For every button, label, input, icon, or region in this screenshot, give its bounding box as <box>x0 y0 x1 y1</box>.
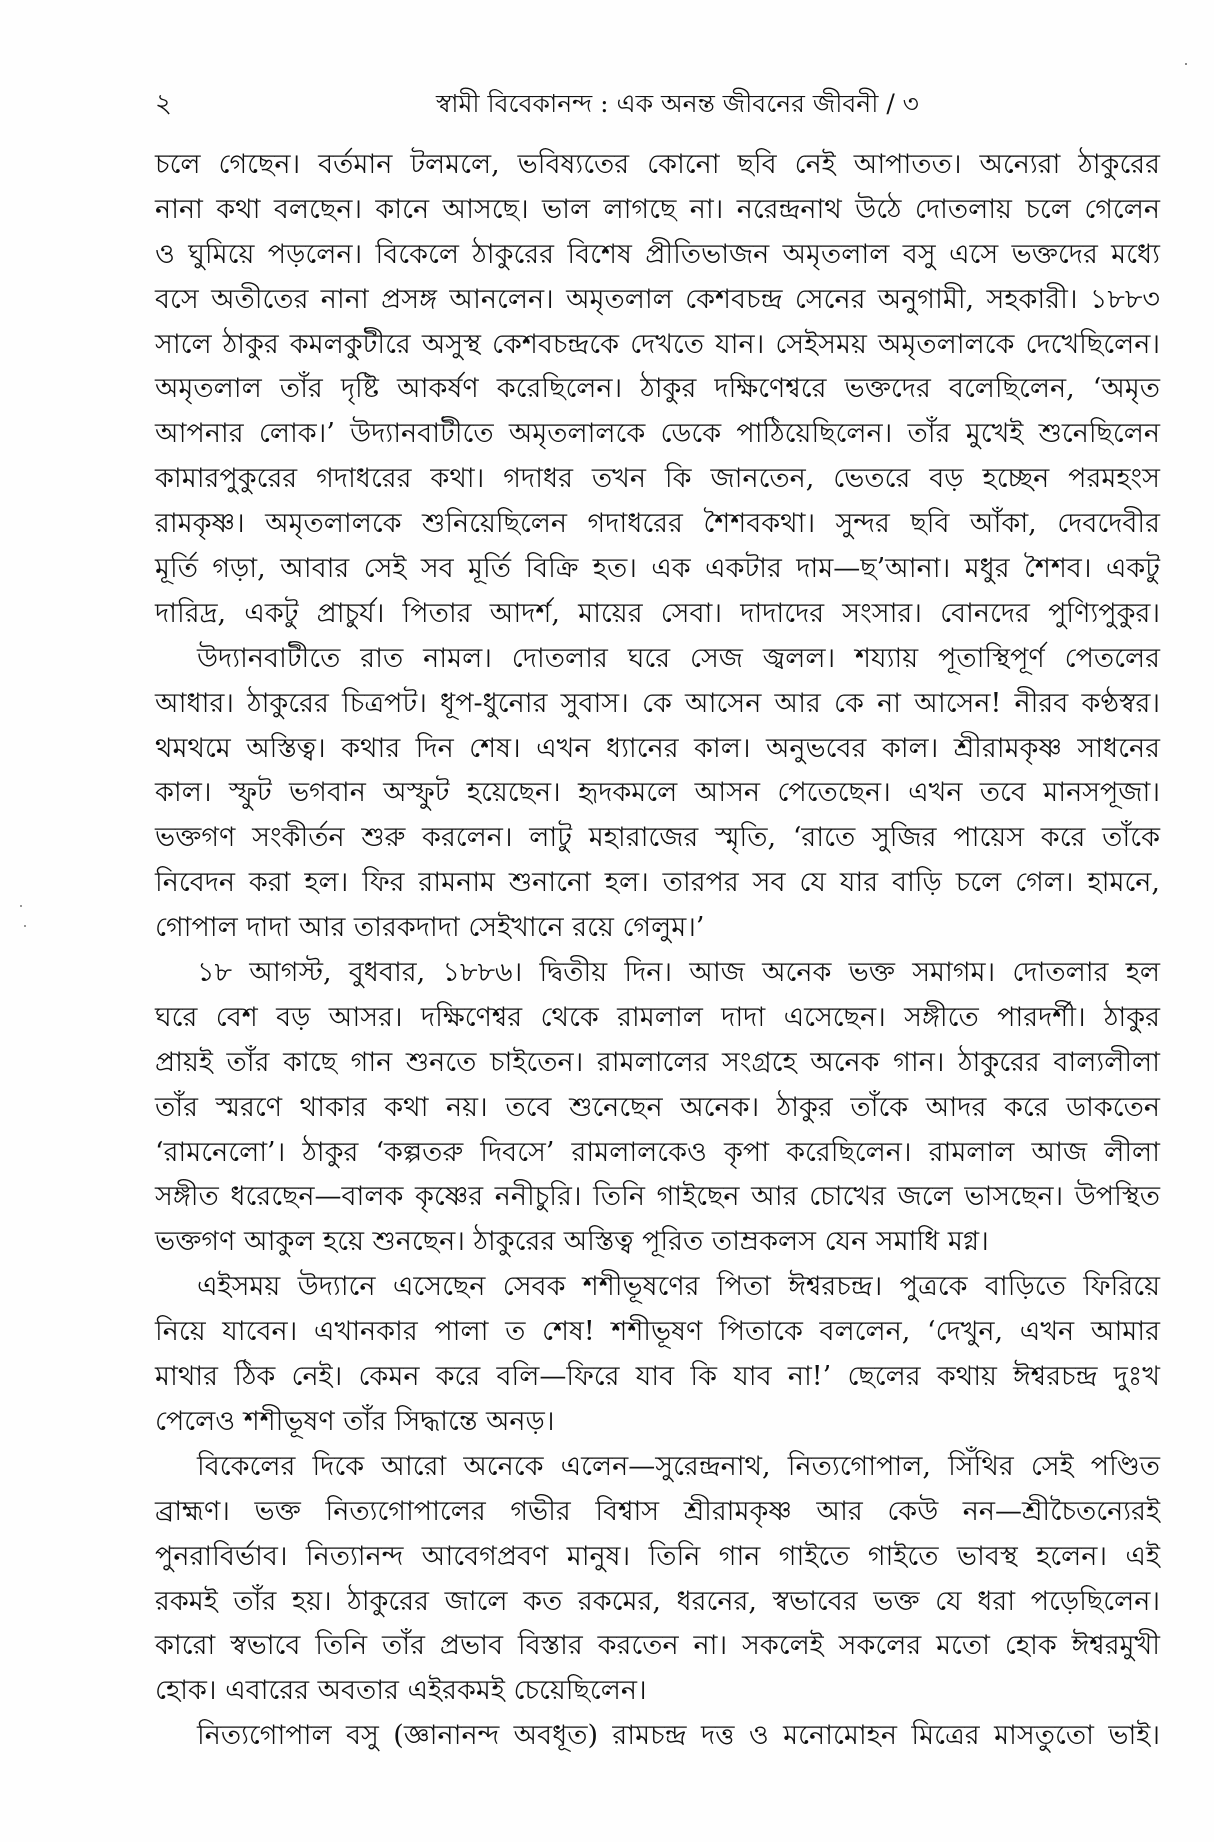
text-line: দারিদ্র, একটু প্রাচুর্য। পিতার আদর্শ, মায়ের সেবা। দাদাদের সংসার। বোনদের পুণ্যিপুকুর। <box>155 597 1160 629</box>
text-line: পেলেও শশীভূষণ তাঁর সিদ্ধান্তে অনড়। <box>155 1405 555 1437</box>
text-line: সঙ্গীত ধরেছেন—বালক কৃষ্ণের ননীচুরি। তিনি গাইছেন আর চোখের জলে ভাসছেন। উপস্থিত <box>155 1181 1160 1213</box>
text-line: বসে অতীতের নানা প্রসঙ্গ আনলেন। অমৃতলাল কেশবচন্দ্র সেনের অনুগামী, সহকারী। ১৮৮৩ <box>155 283 1160 315</box>
text-line: ভক্তগণ আকুল হয়ে শুনছেন। ঠাকুরের অস্তিত্ব পূরিত তাম্রকলস যেন সমাধি মগ্ন। <box>155 1226 989 1258</box>
paragraph <box>155 637 1160 951</box>
text-line: নিত্যগোপাল বসু (জ্ঞানানন্দ অবধূত) রামচন্দ্র দত্ত ও মনোমোহন মিত্রের মাসতুতো ভাই। <box>197 1720 1160 1752</box>
text-line: প্রায়ই তাঁর কাছে গান শুনতে চাইতেন। রামলালের সংগ্রহে অনেক গান। ঠাকুরের বাল্যলীলা <box>155 1046 1160 1078</box>
paragraph <box>155 1265 1160 1445</box>
body-text <box>155 143 1160 1759</box>
text-line: কাল। স্ফুট ভগবান অস্ফুট হয়েছেন। হৃদকমলে আসন পেতেছেন। এখন তবে মানসপূজা। <box>155 777 1160 809</box>
page-number: ২ <box>155 89 172 119</box>
text-line: ‘রামনেলো’। ঠাকুর ‘কল্পতরু দিবসে’ রামলালকেও কৃপা করেছিলেন। রামলাল আজ লীলা <box>155 1136 1160 1168</box>
text-line: ভক্তগণ সংকীর্তন শুরু করলেন। লাটু মহারাজের স্মৃতি, ‘রাতে সুজির পায়েস করে তাঁকে <box>155 822 1160 854</box>
text-line: মাথার ঠিক নেই। কেমন করে বলি—ফিরে যাব কি যাব না!’ ছেলের কথায় ঈশ্বরচন্দ্র দুঃখ <box>155 1361 1160 1393</box>
text-line: ঘরে বেশ বড় আসর। দক্ষিণেশ্বর থেকে রামলাল দাদা এসেছেন। সঙ্গীতে পারদর্শী। ঠাকুর <box>155 1001 1160 1033</box>
text-line: সালে ঠাকুর কমলকুটীরে অসুস্থ কেশবচন্দ্রকে দেখতে যান। সেইসময় অমৃতলালকে দেখেছিলেন। <box>155 328 1160 360</box>
text-line: নিবেদন করা হল। ফির রামনাম শুনানো হল। তারপর সব যে যার বাড়ি চলে গেল। হামনে, <box>155 867 1160 899</box>
text-line: এইসময় উদ্যানে এসেছেন সেবক শশীভূষণের পিতা ঈশ্বরচন্দ্র। পুত্রকে বাড়িতে ফিরিয়ে <box>197 1271 1160 1303</box>
text-line: আপনার লোক।’ উদ্যানবাটীতে অমৃতলালকে ডেকে পাঠিয়েছিলেন। তাঁর মুখেই শুনেছিলেন <box>155 418 1160 450</box>
text-line: হোক। এবারের অবতার এইরকমই চেয়েছিলেন। <box>155 1675 647 1707</box>
text-line: চলে গেছেন। বর্তমান টলমলে, ভবিষ্যতের কোনো ছবি নেই আপাতত। অন্যেরা ঠাকুরের <box>155 149 1160 180</box>
text-line: নিয়ে যাবেন। এখানকার পালা ত শেষ! শশীভূষণ পিতাকে বললেন, ‘দেখুন, এখন আমার <box>155 1316 1160 1348</box>
text-line: ও ঘুমিয়ে পড়লেন। বিকেলে ঠাকুরের বিশেষ প্রীতিভাজন অমৃতলাল বসু এসে ভক্তদের মধ্যে <box>155 238 1160 270</box>
scan-speck <box>1185 63 1187 65</box>
paragraph <box>155 951 1160 1265</box>
text-line: তাঁর স্মরণে থাকার কথা নয়। তবে শুনেছেন অনেক। ঠাকুর তাঁকে আদর করে ডাকতেন <box>155 1091 1160 1123</box>
scan-speck <box>20 905 22 907</box>
text-line: রকমই তাঁর হয়। ঠাকুরের জালে কত রকমের, ধরনের, স্বভাবের ভক্ত যে ধরা পড়েছিলেন। <box>155 1585 1160 1617</box>
text-line: পুনরাবির্ভাব। নিত্যানন্দ আবেগপ্রবণ মানুষ। তিনি গান গাইতে গাইতে ভাবস্থ হলেন। এই <box>155 1540 1160 1572</box>
text-line: গোপাল দাদা আর তারকদাদা সেইখানে রয়ে গেলুম।’ <box>155 912 705 944</box>
text-line: ১৮ আগস্ট, বুধবার, ১৮৮৬। দ্বিতীয় দিন। আজ অনেক ভক্ত সমাগম। দোতলার হল <box>197 957 1160 989</box>
scan-speck <box>24 925 26 927</box>
text-line: মূর্তি গড়া, আবার সেই সব মূর্তি বিক্রি হত। এক একটার দাম—ছ’আনা। মধুর শৈশব। একটু <box>155 553 1160 585</box>
text-line: বিকেলের দিকে আরো অনেকে এলেন—সুরেন্দ্রনাথ, নিত্যগোপাল, সিঁথির সেই পণ্ডিত <box>197 1450 1160 1482</box>
text-line: রামকৃষ্ণ। অমৃতলালকে শুনিয়েছিলেন গদাধরের শৈশবকথা। সুন্দর ছবি আঁকা, দেবদেবীর <box>155 508 1160 540</box>
paragraph <box>155 143 1160 637</box>
text-line: আধার। ঠাকুরের চিত্রপট। ধূপ-ধুনোর সুবাস। কে আসেন আর কে না আসেন! নীরব কণ্ঠস্বর। <box>155 687 1160 719</box>
page-header <box>155 84 1160 124</box>
text-line: অমৃতলাল তাঁর দৃষ্টি আকর্ষণ করেছিলেন। ঠাকুর দক্ষিণেশ্বরে ভক্তদের বলেছিলেন, ‘অমৃত <box>155 373 1160 405</box>
paragraph <box>155 1445 1160 1714</box>
text-line: নানা কথা বলছেন। কানে আসছে। ভাল লাগছে না। নরেন্দ্রনাথ উঠে দোতলায় চলে গেলেন <box>155 193 1160 225</box>
text-line: কারো স্বভাবে তিনি তাঁর প্রভাব বিস্তার করতেন না। সকলেই সকলের মতো হোক ঈশ্বরমুখী <box>155 1630 1160 1662</box>
text-line: কামারপুকুরের গদাধরের কথা। গদাধর তখন কি জানতেন, ভেতরে বড় হচ্ছেন পরমহংস <box>155 463 1160 495</box>
text-line: উদ্যানবাটীতে রাত নামল। দোতলার ঘরে সেজ জ্বলল। শয্যায় পূতাস্থিপূর্ণ পেতলের <box>197 642 1160 674</box>
paragraph <box>155 1714 1160 1759</box>
text-line: থমথমে অস্তিত্ব। কথার দিন শেষ। এখন ধ্যানের কাল। অনুভবের কাল। শ্রীরামকৃষ্ণ সাধনের <box>155 732 1160 764</box>
text-line: ব্রাহ্মণ। ভক্ত নিত্যগোপালের গভীর বিশ্বাস শ্রীরামকৃষ্ণ আর কেউ নন—শ্রীচৈতন্যেরই <box>155 1495 1160 1527</box>
running-title: স্বামী বিবেকানন্দ : এক অনন্ত জীবনের জীবনী / ৩ <box>436 89 919 118</box>
